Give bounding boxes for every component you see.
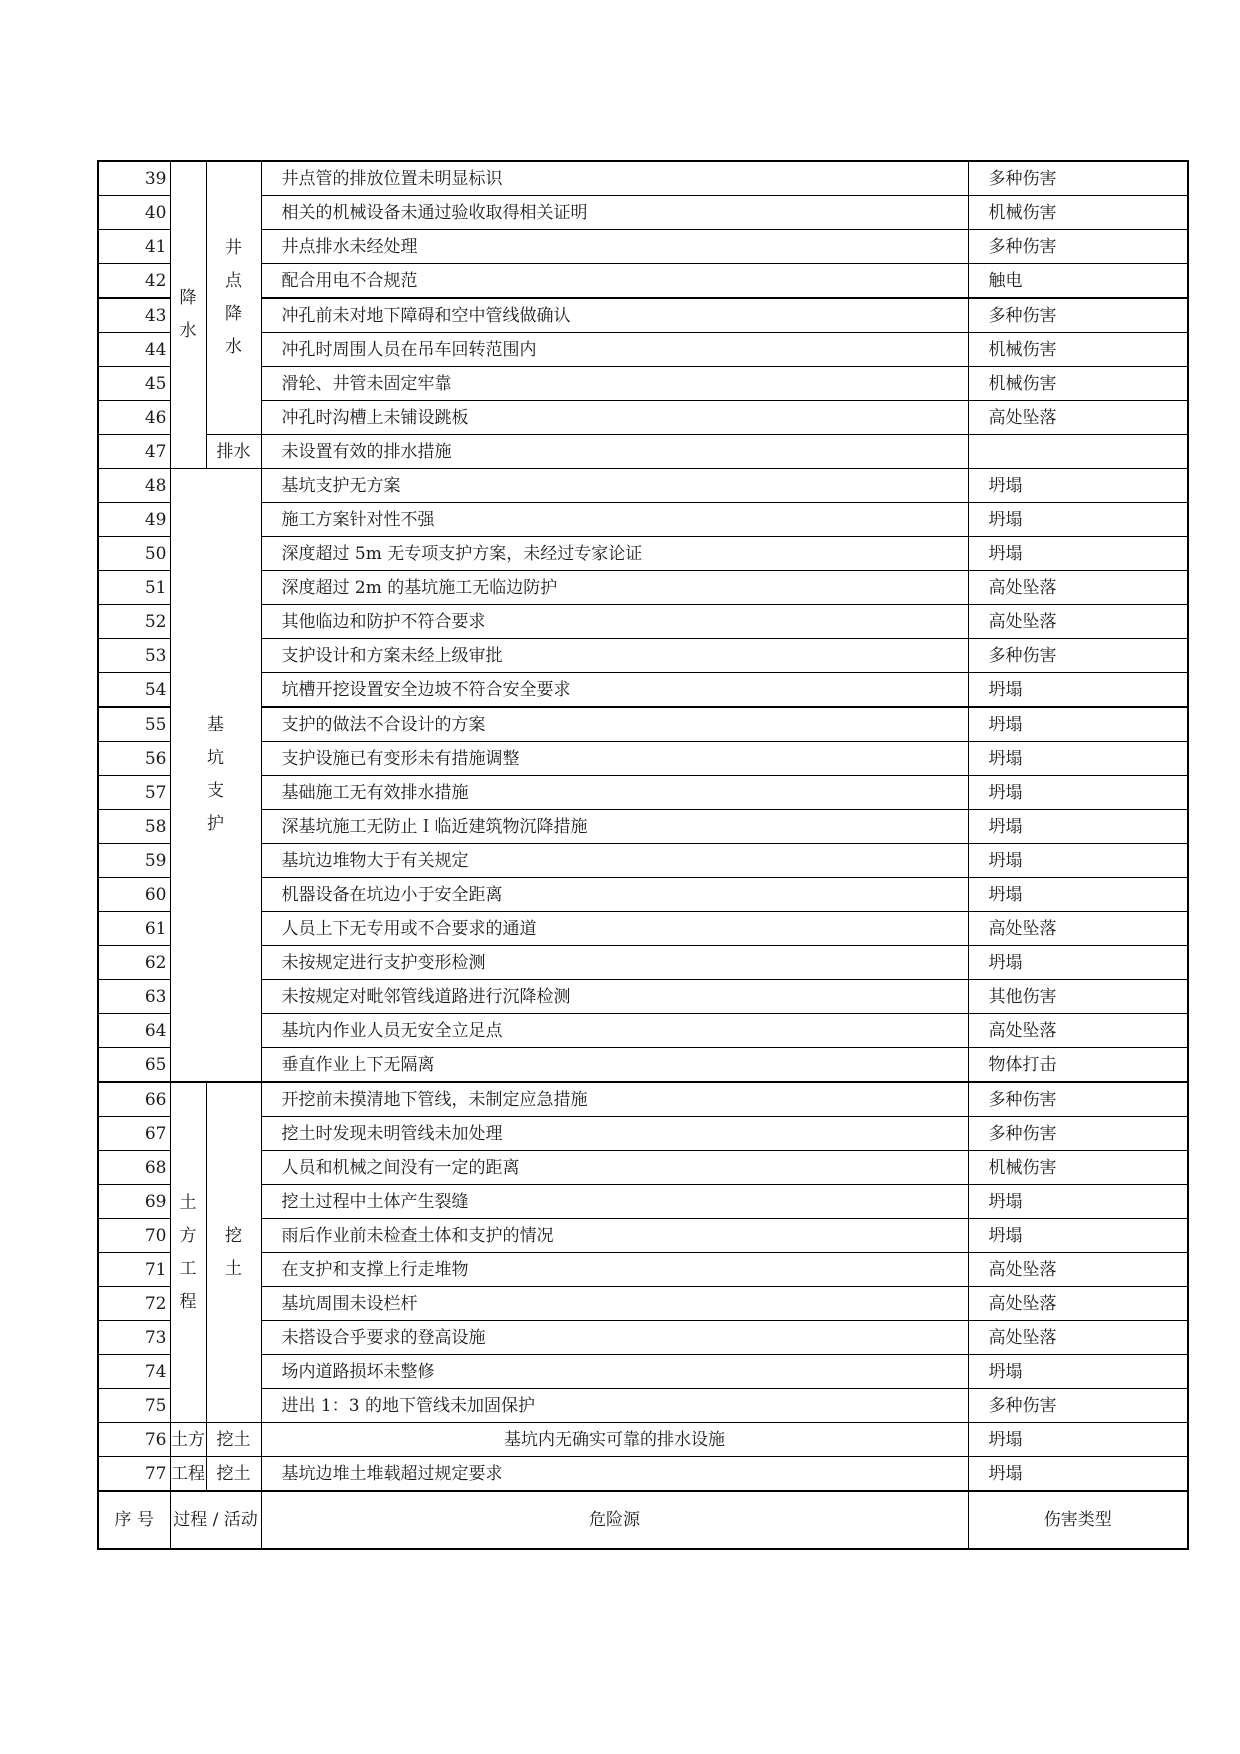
activity-cell: 排水: [206, 435, 261, 469]
table-row: [98, 1048, 1188, 1083]
row-number: 40: [98, 196, 170, 230]
process-cell: 土方: [170, 1423, 206, 1457]
injury-type-cell: 多种伤害: [968, 1082, 1188, 1117]
table-row: [98, 367, 1188, 401]
table-row: [98, 1287, 1188, 1321]
table-row: [98, 298, 1188, 333]
table-row: [98, 1389, 1188, 1423]
injury-type-cell: 高处坠落: [968, 605, 1188, 639]
row-number: 46: [98, 401, 170, 435]
injury-type-cell: 机械伤害: [968, 196, 1188, 230]
injury-type-cell: 机械伤害: [968, 333, 1188, 367]
injury-type-cell: 坍塌: [968, 503, 1188, 537]
table-row: [98, 161, 1188, 196]
table-row: [98, 503, 1188, 537]
row-number: 68: [98, 1151, 170, 1185]
table-row: [98, 1014, 1188, 1048]
table-row: [98, 1117, 1188, 1151]
row-number: 75: [98, 1389, 170, 1423]
hazard-cell: 配合用电不合规范: [261, 264, 968, 299]
hazard-cell: 未按规定对毗邻管线道路进行沉降检测: [261, 980, 968, 1014]
injury-type-cell: 高处坠落: [968, 912, 1188, 946]
injury-type-cell: 物体打击: [968, 1048, 1188, 1083]
row-number: 67: [98, 1117, 170, 1151]
header-hazard: 危险源: [261, 1491, 968, 1549]
injury-type-cell: 高处坠落: [968, 1321, 1188, 1355]
table-row: [98, 333, 1188, 367]
table-row: [98, 1423, 1188, 1457]
row-number: 54: [98, 673, 170, 708]
row-number: 73: [98, 1321, 170, 1355]
row-number: 42: [98, 264, 170, 299]
hazard-cell: 基坑支护无方案: [261, 469, 968, 503]
table-row: [98, 401, 1188, 435]
hazard-cell: 人员上下无专用或不合要求的通道: [261, 912, 968, 946]
table-row: [98, 1151, 1188, 1185]
process-cell: [170, 1082, 206, 1423]
hazard-cell: 未设置有效的排水措施: [261, 435, 968, 469]
hazard-cell: 未搭设合乎要求的登高设施: [261, 1321, 968, 1355]
row-number: 50: [98, 537, 170, 571]
hazard-cell: 井点排水未经处理: [261, 230, 968, 264]
injury-type-cell: 机械伤害: [968, 367, 1188, 401]
row-number: 72: [98, 1287, 170, 1321]
risk-table-page: [97, 160, 1189, 1550]
hazard-cell: 基坑边堆物大于有关规定: [261, 844, 968, 878]
hazard-cell: 深度超过 5m 无专项支护方案，未经过专家论证: [261, 537, 968, 571]
row-number: 64: [98, 1014, 170, 1048]
injury-type-cell: 多种伤害: [968, 230, 1188, 264]
hazard-cell: 滑轮、井管未固定牢靠: [261, 367, 968, 401]
hazard-cell: 进出 1：3 的地下管线未加固保护: [261, 1389, 968, 1423]
activity-cell-text: 井点降水: [225, 238, 242, 357]
row-number: 48: [98, 469, 170, 503]
table-row: [98, 912, 1188, 946]
hazard-cell: 支护的做法不合设计的方案: [261, 707, 968, 742]
injury-type-cell: 高处坠落: [968, 401, 1188, 435]
table-row: [98, 776, 1188, 810]
row-number: 63: [98, 980, 170, 1014]
table-row: [98, 1457, 1188, 1492]
injury-type-cell: 多种伤害: [968, 298, 1188, 333]
hazard-cell: 基坑内作业人员无安全立足点: [261, 1014, 968, 1048]
table-row: [98, 1321, 1188, 1355]
row-number: 74: [98, 1355, 170, 1389]
injury-type-cell: 坍塌: [968, 1185, 1188, 1219]
injury-type-cell: 坍塌: [968, 1355, 1188, 1389]
table-row: [98, 878, 1188, 912]
injury-type-cell: 坍塌: [968, 1457, 1188, 1492]
row-number: 76: [98, 1423, 170, 1457]
table-row: [98, 1355, 1188, 1389]
hazard-cell: 开挖前未摸清地下管线，未制定应急措施: [261, 1082, 968, 1117]
hazard-table-body: [98, 161, 1188, 1549]
injury-type-cell: 高处坠落: [968, 571, 1188, 605]
process-cell: 工程: [170, 1457, 206, 1492]
hazard-cell: 雨后作业前未检查土体和支护的情况: [261, 1219, 968, 1253]
hazard-cell: 支护设计和方案未经上级审批: [261, 639, 968, 673]
injury-type-cell: 多种伤害: [968, 1389, 1188, 1423]
row-number: 70: [98, 1219, 170, 1253]
table-row: [98, 264, 1188, 299]
process-cell: [170, 161, 206, 469]
row-number: 60: [98, 878, 170, 912]
row-number: 52: [98, 605, 170, 639]
table-header-row: [98, 1491, 1188, 1549]
injury-type-cell: 坍塌: [968, 878, 1188, 912]
injury-type-cell: 坍塌: [968, 810, 1188, 844]
injury-type-cell: 坍塌: [968, 707, 1188, 742]
row-number: 59: [98, 844, 170, 878]
hazard-cell: 基坑边堆土堆载超过规定要求: [261, 1457, 968, 1492]
hazard-cell: 冲孔前未对地下障碍和空中管线做确认: [261, 298, 968, 333]
table-row: [98, 196, 1188, 230]
row-number: 53: [98, 639, 170, 673]
row-number: 66: [98, 1082, 170, 1117]
table-row: [98, 980, 1188, 1014]
process-cell-text: 基坑支护: [207, 715, 224, 834]
table-row: [98, 844, 1188, 878]
table-row: [98, 946, 1188, 980]
activity-cell-text: 挖土: [225, 1225, 242, 1279]
injury-type-cell: 坍塌: [968, 776, 1188, 810]
hazard-cell: 施工方案针对性不强: [261, 503, 968, 537]
row-number: 45: [98, 367, 170, 401]
table-row: [98, 571, 1188, 605]
header-number: 序 号: [98, 1491, 170, 1549]
hazard-cell: 人员和机械之间没有一定的距离: [261, 1151, 968, 1185]
hazard-cell: 在支护和支撑上行走堆物: [261, 1253, 968, 1287]
row-number: 41: [98, 230, 170, 264]
injury-type-cell: 坍塌: [968, 1423, 1188, 1457]
injury-type-cell: 触电: [968, 264, 1188, 299]
injury-type-cell: 多种伤害: [968, 639, 1188, 673]
table-row: [98, 230, 1188, 264]
injury-type-cell: 坍塌: [968, 537, 1188, 571]
hazard-cell: 冲孔时沟槽上未铺设跳板: [261, 401, 968, 435]
row-number: 49: [98, 503, 170, 537]
process-cell-text: 土方工程: [179, 1192, 197, 1312]
row-number: 57: [98, 776, 170, 810]
injury-type-cell: 坍塌: [968, 673, 1188, 708]
table-row: [98, 1082, 1188, 1117]
row-number: 47: [98, 435, 170, 469]
hazard-cell: 基础施工无有效排水措施: [261, 776, 968, 810]
table-row: [98, 469, 1188, 503]
injury-type-cell: 机械伤害: [968, 1151, 1188, 1185]
table-row: [98, 639, 1188, 673]
injury-type-cell: 高处坠落: [968, 1253, 1188, 1287]
row-number: 69: [98, 1185, 170, 1219]
row-number: 56: [98, 742, 170, 776]
table-row: [98, 537, 1188, 571]
table-row: [98, 673, 1188, 708]
row-number: 71: [98, 1253, 170, 1287]
injury-type-cell: 多种伤害: [968, 1117, 1188, 1151]
activity-cell: 挖土: [206, 1423, 261, 1457]
table-row: [98, 742, 1188, 776]
hazard-cell: 深基坑施工无防止Ｉ临近建筑物沉降措施: [261, 810, 968, 844]
row-number: 39: [98, 161, 170, 196]
table-row: [98, 707, 1188, 742]
hazard-cell: 坑槽开挖设置安全边坡不符合安全要求: [261, 673, 968, 708]
table-row: [98, 1185, 1188, 1219]
hazard-cell: 场内道路损坏未整修: [261, 1355, 968, 1389]
activity-cell: 挖土: [206, 1457, 261, 1492]
table-row: [98, 1219, 1188, 1253]
hazard-cell: 垂直作业上下无隔离: [261, 1048, 968, 1083]
injury-type-cell: 其他伤害: [968, 980, 1188, 1014]
row-number: 58: [98, 810, 170, 844]
activity-cell: [206, 1082, 261, 1423]
hazard-cell: 支护设施已有变形未有措施调整: [261, 742, 968, 776]
injury-type-cell: 高处坠落: [968, 1014, 1188, 1048]
injury-type-cell: 坍塌: [968, 742, 1188, 776]
injury-type-cell: 多种伤害: [968, 161, 1188, 196]
hazard-cell: 未按规定进行支护变形检测: [261, 946, 968, 980]
process-cell: [170, 469, 261, 1083]
hazard-cell: 冲孔时周围人员在吊车回转范围内: [261, 333, 968, 367]
row-number: 44: [98, 333, 170, 367]
injury-type-cell: 坍塌: [968, 469, 1188, 503]
table-row: [98, 810, 1188, 844]
injury-type-cell: 高处坠落: [968, 1287, 1188, 1321]
row-number: 62: [98, 946, 170, 980]
hazard-cell: 基坑内无确实可靠的排水设施: [261, 1423, 968, 1457]
header-process: 过程 / 活动: [170, 1491, 261, 1549]
injury-type-cell: 坍塌: [968, 946, 1188, 980]
row-number: 43: [98, 298, 170, 333]
hazard-cell: 相关的机械设备未通过验收取得相关证明: [261, 196, 968, 230]
hazard-table: [97, 160, 1189, 1550]
injury-type-cell: 坍塌: [968, 1219, 1188, 1253]
row-number: 61: [98, 912, 170, 946]
header-injury: 伤害类型: [968, 1491, 1188, 1549]
hazard-cell: 挖土时发现未明管线未加处理: [261, 1117, 968, 1151]
hazard-cell: 其他临边和防护不符合要求: [261, 605, 968, 639]
table-row: [98, 605, 1188, 639]
row-number: 77: [98, 1457, 170, 1492]
row-number: 51: [98, 571, 170, 605]
hazard-cell: 深度超过 2m 的基坑施工无临边防护: [261, 571, 968, 605]
process-cell-text: 降水: [179, 288, 197, 341]
injury-type-cell: 坍塌: [968, 844, 1188, 878]
hazard-cell: 挖土过程中土体产生裂缝: [261, 1185, 968, 1219]
hazard-cell: 井点管的排放位置未明显标识: [261, 161, 968, 196]
activity-cell: [206, 161, 261, 435]
hazard-cell: 基坑周围未设栏杆: [261, 1287, 968, 1321]
table-row: [98, 1253, 1188, 1287]
table-row: [98, 435, 1188, 469]
row-number: 55: [98, 707, 170, 742]
injury-type-cell: [968, 435, 1188, 469]
hazard-cell: 机器设备在坑边小于安全距离: [261, 878, 968, 912]
row-number: 65: [98, 1048, 170, 1083]
